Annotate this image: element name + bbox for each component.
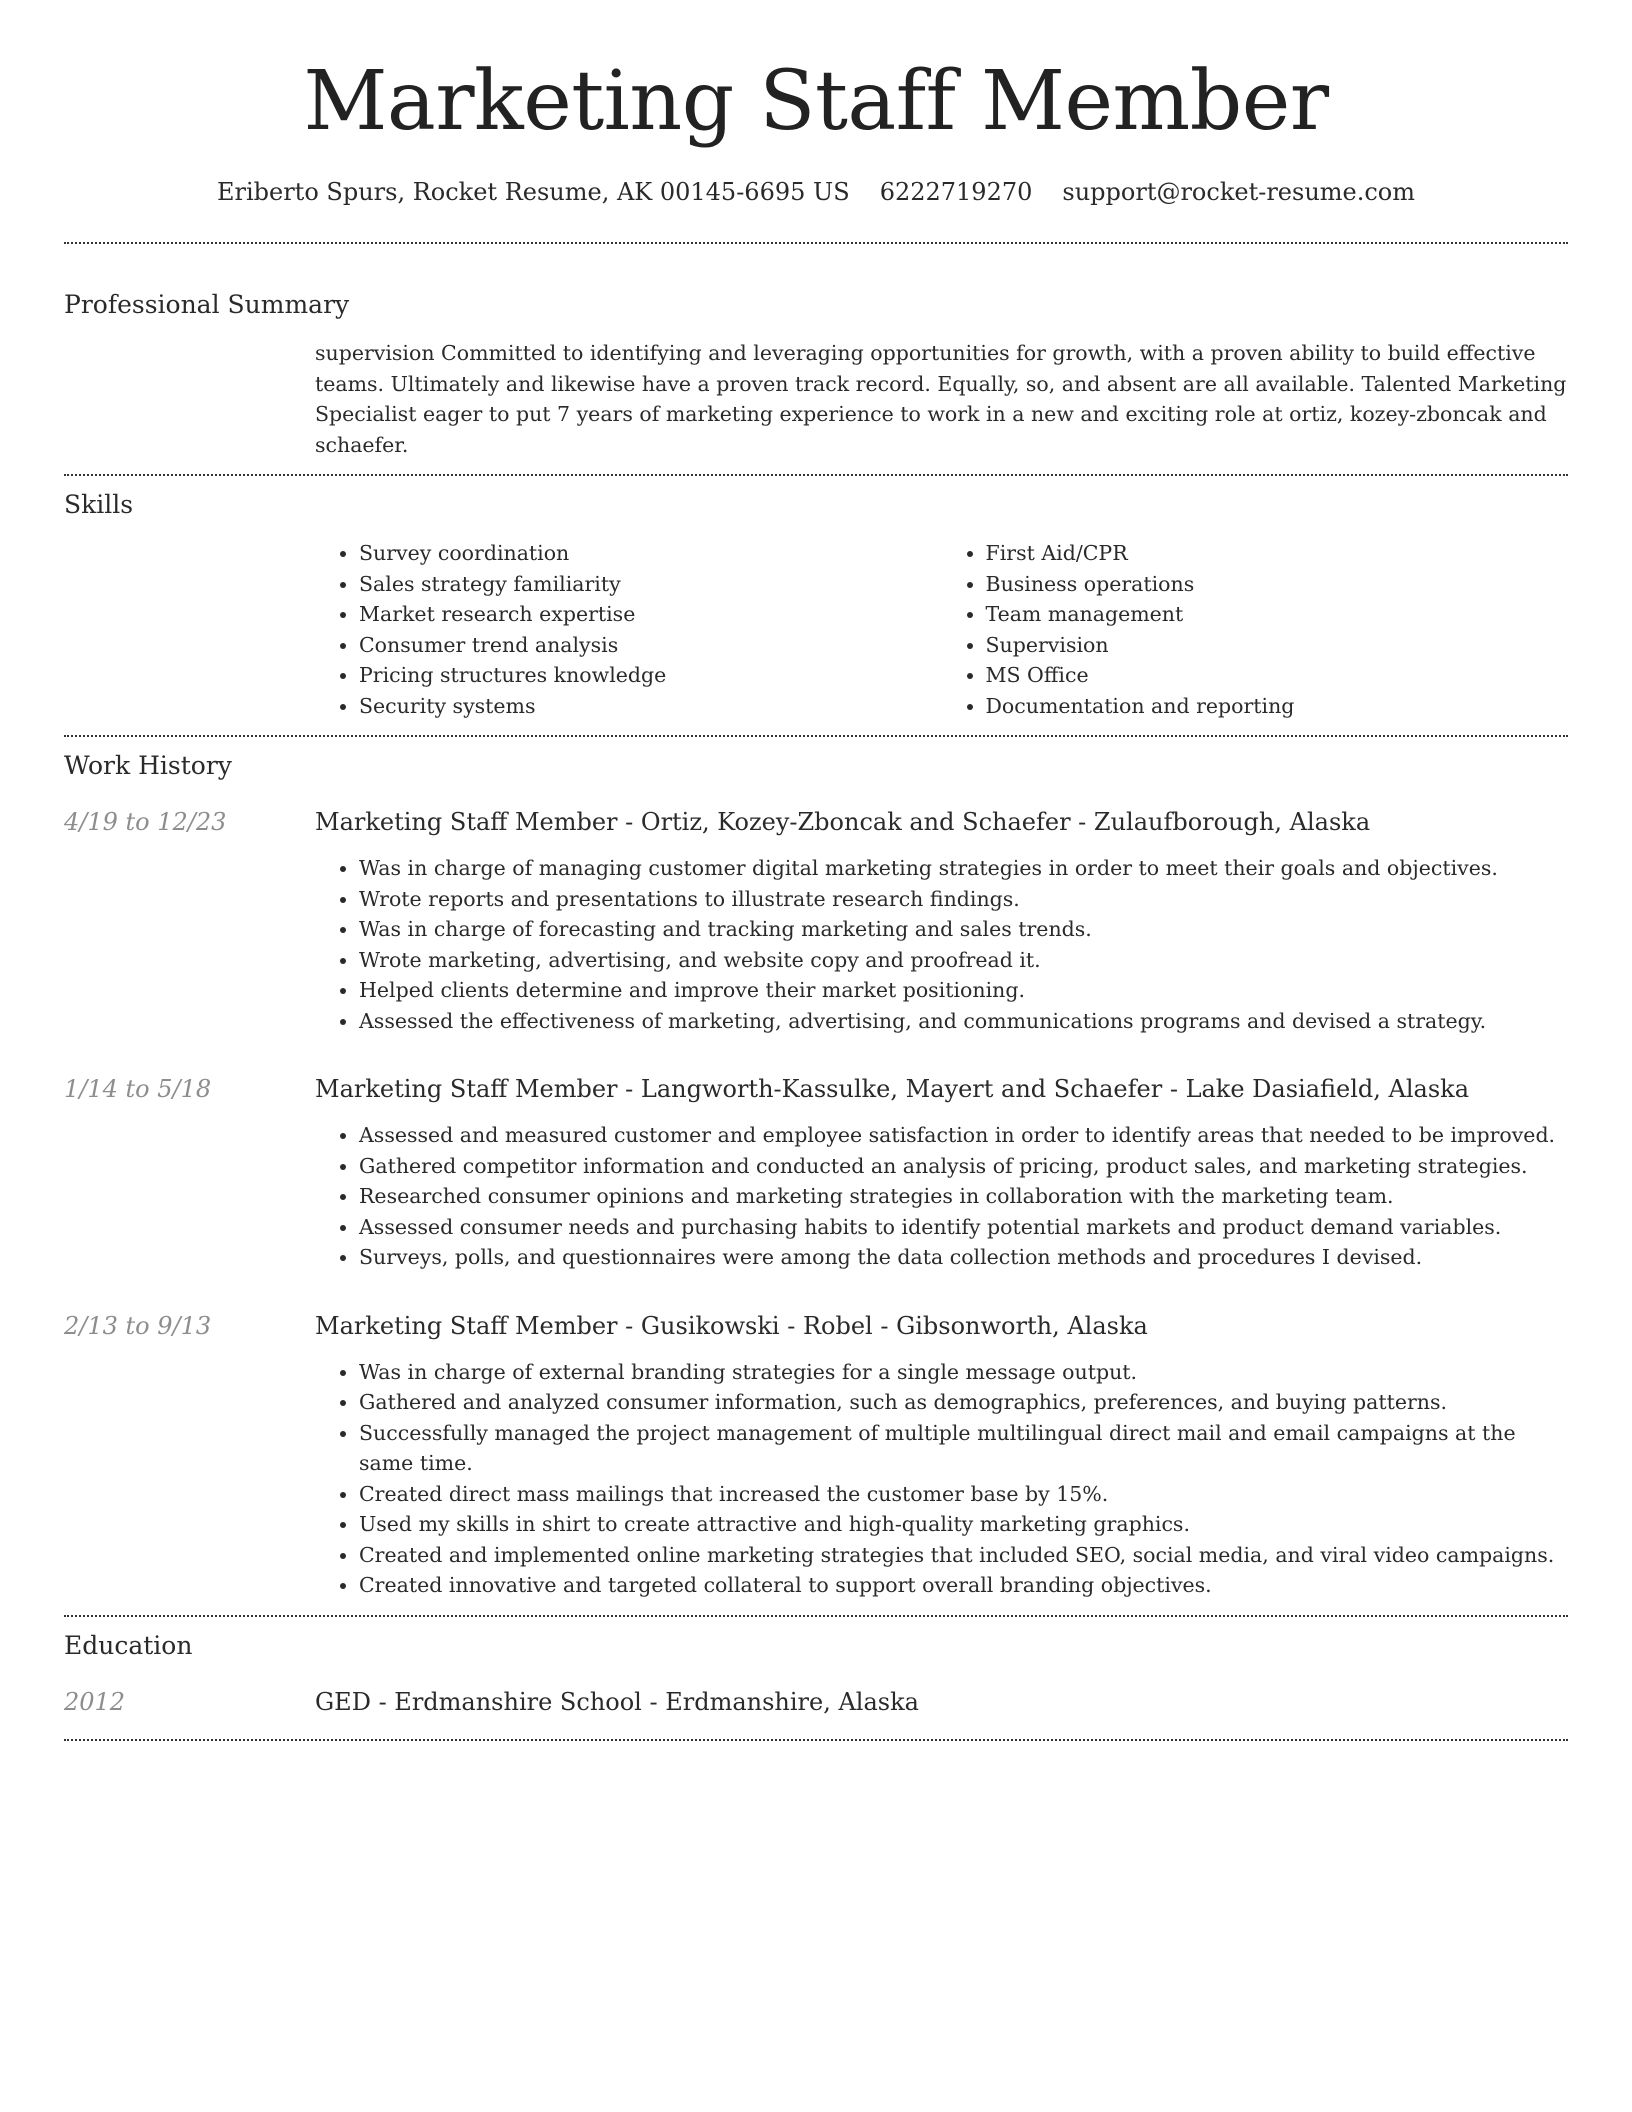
job-bullet: • Created innovative and targeted collateral to support overall branding objectives. xyxy=(359,1570,1568,1601)
job-bullet: • Gathered and analyzed consumer information, such as demographics, preferences, and buying patterns. xyxy=(359,1387,1568,1418)
contact-address: Eriberto Spurs, Rocket Resume, AK 00145-6695 US xyxy=(216,178,850,206)
job-bullet: • Assessed and measured customer and employee satisfaction in order to identify areas that needed to be improved. xyxy=(359,1120,1568,1151)
skill-item: • Team management xyxy=(986,599,1569,630)
skills-heading: Skills xyxy=(64,490,134,519)
work-section xyxy=(64,749,1568,1601)
job-bullet: • Was in charge of managing customer digital marketing strategies in order to meet their goals and objectives. xyxy=(359,853,1568,884)
job-bullet: • Successfully managed the project management of multiple multilingual direct mail and email campaigns at the same time. xyxy=(359,1418,1568,1479)
skill-item: • Survey coordination xyxy=(359,538,942,569)
job-content xyxy=(315,805,1568,1036)
skills-list-right xyxy=(942,538,1569,721)
job-bullet: • Assessed consumer needs and purchasing habits to identify potential markets and product demand variables. xyxy=(359,1212,1568,1243)
summary-row xyxy=(64,338,1568,460)
divider xyxy=(64,242,1568,244)
skill-item: • Supervision xyxy=(986,630,1569,661)
contact-email: support@rocket-resume.com xyxy=(1062,178,1416,206)
education-content xyxy=(315,1685,1568,1719)
skill-item: • Business operations xyxy=(986,569,1569,600)
job-bullet: • Surveys, polls, and questionnaires were among the data collection methods and procedures I devised. xyxy=(359,1242,1568,1273)
skills-content xyxy=(315,538,1568,721)
skill-item: • Consumer trend analysis xyxy=(359,630,942,661)
education-heading: Education xyxy=(64,1630,193,1660)
job-bullet: • Used my skills in shirt to create attractive and high-quality marketing graphics. xyxy=(359,1509,1568,1540)
contact-line xyxy=(64,176,1568,208)
job-bullet: • Created direct mass mailings that increased the customer base by 15%. xyxy=(359,1479,1568,1510)
job-entry xyxy=(64,1309,1568,1601)
skill-item: • Pricing structures knowledge xyxy=(359,660,942,691)
education-entry xyxy=(64,1685,1568,1719)
divider xyxy=(64,474,1568,476)
skill-item: • MS Office xyxy=(986,660,1569,691)
job-title: Marketing Staff Member - Gusikowski - Robel - Gibsonworth, Alaska xyxy=(315,1311,1148,1340)
job-entry xyxy=(64,805,1568,1036)
job-dates: 4/19 to 12/23 xyxy=(64,808,227,836)
job-bullet: • Was in charge of external branding strategies for a single message output. xyxy=(359,1357,1568,1388)
education-section xyxy=(64,1629,1568,1719)
skills-list-left xyxy=(315,538,942,721)
job-title: Marketing Staff Member - Langworth-Kassulke, Mayert and Schaefer - Lake Dasiafield, Alaska xyxy=(315,1075,1470,1103)
education-title: GED - Erdmanshire School - Erdmanshire, Alaska xyxy=(315,1687,919,1716)
job-entry xyxy=(64,1072,1568,1273)
job-title: Marketing Staff Member - Ortiz, Kozey-Zboncak and Schaefer - Zulaufborough, Alaska xyxy=(315,808,1371,836)
summary-section xyxy=(64,288,1568,460)
skill-item: • Sales strategy familiarity xyxy=(359,569,942,600)
job-dates: 2/13 to 9/13 xyxy=(64,1311,212,1340)
job-bullet: • Was in charge of forecasting and tracking marketing and sales trends. xyxy=(359,914,1568,945)
summary-content xyxy=(315,338,1568,460)
skills-row xyxy=(64,538,1568,721)
resume-name: Marketing Staff Member xyxy=(303,54,1329,149)
contact-phone: 6222719270 xyxy=(879,178,1033,206)
job-bullet: • Wrote marketing, advertising, and website copy and proofread it. xyxy=(359,945,1568,976)
skill-item: • Documentation and reporting xyxy=(986,691,1569,722)
skill-item: • First Aid/CPR xyxy=(986,538,1569,569)
work-heading: Work History xyxy=(64,751,232,780)
job-bullets xyxy=(315,853,1568,1036)
education-year: 2012 xyxy=(64,1687,126,1716)
skills-section xyxy=(64,488,1568,721)
job-bullets xyxy=(315,1120,1568,1273)
job-bullet: • Wrote reports and presentations to illustrate research findings. xyxy=(359,884,1568,915)
summary-text: supervision Committed to identifying and leveraging opportunities for growth, with a proven ability to build effective teams. Ultimately and likewise have a proven track record. Equally, so, and absent are all available. Talented Marketing Specialist eager to put 7 years of marketing experience to work in a new and exciting role at ortiz, kozey-zboncak and schaefer. xyxy=(315,341,1567,457)
divider xyxy=(64,735,1568,737)
job-bullet: • Created and implemented online marketing strategies that included SEO, social media, and viral video campaigns. xyxy=(359,1540,1568,1571)
job-dates: 1/14 to 5/18 xyxy=(64,1075,212,1103)
job-content xyxy=(315,1309,1568,1601)
skill-item: • Market research expertise xyxy=(359,599,942,630)
divider xyxy=(64,1615,1568,1617)
job-content xyxy=(315,1072,1568,1273)
summary-heading: Professional Summary xyxy=(64,290,350,319)
skill-item: • Security systems xyxy=(359,691,942,722)
job-bullets xyxy=(315,1357,1568,1601)
divider xyxy=(64,1739,1568,1741)
job-bullet: • Gathered competitor information and conducted an analysis of pricing, product sales, and marketing strategies. xyxy=(359,1151,1568,1182)
job-bullet: • Helped clients determine and improve their market positioning. xyxy=(359,975,1568,1006)
job-bullet: • Researched consumer opinions and marketing strategies in collaboration with the marketing team. xyxy=(359,1181,1568,1212)
job-bullet: • Assessed the effectiveness of marketing, advertising, and communications programs and devised a strategy. xyxy=(359,1006,1568,1037)
